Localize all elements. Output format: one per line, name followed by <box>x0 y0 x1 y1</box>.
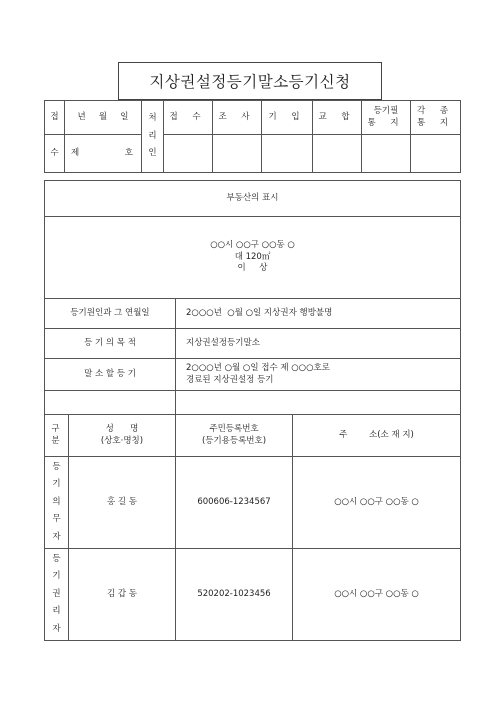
year-label: 년 <box>77 111 86 122</box>
obligee-role: 등 기 권 리 자 <box>45 549 69 641</box>
blank-label <box>45 391 176 415</box>
purpose-label: 등 기 의 목 적 <box>45 329 176 359</box>
col-jeopsu: 접 수 <box>164 101 213 135</box>
cause-label: 등기원인과 그 연월일 <box>45 299 176 329</box>
cell-jeopsu[interactable] <box>164 135 213 173</box>
col-gakjong: 각 종 통 지 <box>411 101 461 135</box>
category-header: 구 분 <box>45 415 69 457</box>
reception-date-label <box>65 101 142 135</box>
cell-gakjong[interactable] <box>411 135 461 173</box>
obligee-address[interactable]: ○○시 ○○구 ○○동 ○ <box>293 549 461 641</box>
property-description <box>45 217 461 299</box>
name-header: 성 명 (상호·명칭) <box>69 415 176 457</box>
property-line-1: ○○시 ○○구 ○○동 ○ <box>210 240 295 251</box>
cell-giip[interactable] <box>262 135 313 173</box>
month-label: 월 <box>98 111 108 122</box>
number-ho-label: 호 <box>124 147 133 158</box>
cancel-value[interactable] <box>176 359 461 391</box>
number-je-label: 제 <box>71 147 80 158</box>
col-josa: 조 사 <box>213 101 262 135</box>
table-row <box>45 457 461 549</box>
cause-value[interactable]: 2○○○년 ○월 ○일 지상권자 행방불명 <box>176 299 461 329</box>
table-row <box>45 549 461 641</box>
main-table <box>44 180 461 641</box>
property-line-2: 대 120㎡ <box>234 251 271 262</box>
cancel-line-1: 2○○○년 ○월 ○일 접수 제 ○○○호로 <box>186 363 330 374</box>
day-label: 일 <box>120 111 129 122</box>
col-giip: 기 입 <box>262 101 313 135</box>
col-gyohap: 교 합 <box>313 101 362 135</box>
property-line-3: 이 상 <box>237 263 268 274</box>
reception-jeop-label: 접 <box>45 101 65 135</box>
cancel-label: 말 소 할 등 기 <box>45 359 176 391</box>
cell-gyohap[interactable] <box>313 135 362 173</box>
obligee-name[interactable]: 김 갑 동 <box>69 549 176 641</box>
obligor-address[interactable]: ○○시 ○○구 ○○동 ○ <box>293 457 461 549</box>
obligor-regno[interactable]: 600606-1234567 <box>176 457 293 549</box>
obligor-name[interactable]: 홍 길 동 <box>69 457 176 549</box>
col-deunggipil: 등기필 통 지 <box>362 101 411 135</box>
cell-josa[interactable] <box>213 135 262 173</box>
regno-header: 주민등록번호 (등기용등록번호) <box>176 415 293 457</box>
reception-number-label <box>65 135 142 173</box>
property-heading: 부동산의 표시 <box>45 181 461 217</box>
cell-deunggipil[interactable] <box>362 135 411 173</box>
blank-value[interactable] <box>176 391 461 415</box>
obligor-role: 등 기 의 무 자 <box>45 457 69 549</box>
address-header: 주 소(소 재 지) <box>293 415 461 457</box>
reception-table <box>44 100 461 173</box>
document-title: 지상권설정등기말소등기신청 <box>118 62 382 100</box>
processing-label: 처 리 인 <box>142 101 164 173</box>
obligee-regno[interactable]: 520202-1023456 <box>176 549 293 641</box>
purpose-value[interactable]: 지상권설정등기말소 <box>176 329 461 359</box>
cancel-line-2: 경료된 지상권설정 등기 <box>186 374 274 385</box>
reception-su-label: 수 <box>45 135 65 173</box>
